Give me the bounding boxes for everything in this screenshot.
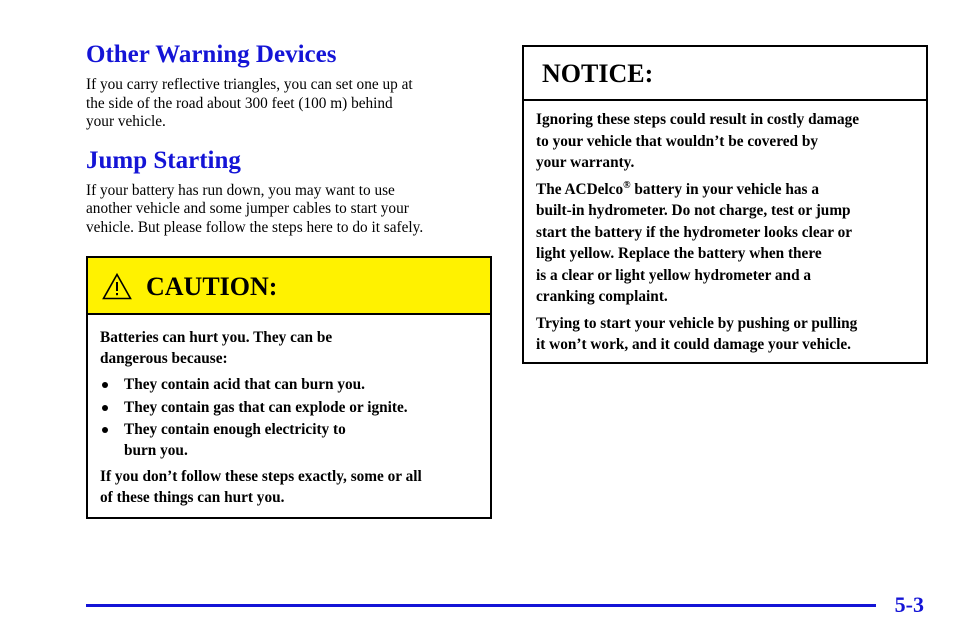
notice-paragraph-3 [536, 313, 914, 356]
text-line: battery in your vehicle has a [630, 180, 819, 198]
paragraph-jump-starting [86, 182, 492, 238]
caution-box [86, 256, 492, 519]
text-line: Ignoring these steps could result in costly damage [536, 111, 860, 128]
registered-mark: ® [623, 179, 631, 191]
text-line: light yellow. Replace the battery when there [536, 245, 822, 262]
text-line: your vehicle. [86, 113, 166, 130]
list-item [100, 375, 478, 396]
heading-jump-starting: Jump Starting [86, 146, 241, 174]
text-line: the side of the road about 300 feet (100 m) behind [86, 94, 393, 112]
text-line: If you carry reflective triangles, you can set one up at [86, 76, 413, 93]
page-number: 5-3 [894, 592, 924, 617]
left-column [86, 40, 492, 237]
list-item [100, 420, 478, 461]
paragraph-warning-devices [86, 76, 492, 132]
caution-intro [100, 328, 478, 369]
text-line: The ACDelco [536, 180, 624, 198]
notice-body [524, 101, 926, 356]
notice-box [522, 45, 928, 364]
caution-title: CAUTION: [146, 272, 278, 301]
warning-triangle-icon [102, 273, 132, 305]
text-line: built‑in hydrometer. Do not charge, test or jump [536, 202, 851, 219]
caution-header [88, 258, 490, 315]
text-line: Batteries can hurt you. They can be [100, 329, 333, 346]
text-line: They contain gas that can explode or ignite. [124, 398, 408, 416]
text-line: cranking complaint. [536, 288, 668, 305]
caution-outro [100, 467, 478, 508]
text-line: They contain acid that can burn you. [124, 376, 365, 393]
caution-list [100, 375, 478, 461]
text-line: burn you. [124, 441, 188, 459]
text-line: is a clear or light yellow hydrometer and a [536, 266, 812, 284]
text-line: They contain enough electricity to [124, 421, 346, 438]
notice-title: NOTICE: [542, 59, 654, 88]
text-line: of these things can hurt you. [100, 488, 285, 506]
text-line: start the battery if the hydrometer looks clear or [536, 223, 853, 241]
list-item [100, 398, 478, 419]
text-line: your warranty. [536, 154, 635, 171]
text-line: to your vehicle that wouldn’t be covered by [536, 132, 818, 150]
text-line: another vehicle and some jumper cables to start your [86, 200, 409, 217]
heading-other-warning-devices: Other Warning Devices [86, 41, 337, 68]
caution-body [88, 315, 490, 508]
text-line: If you don’t follow these steps exactly, some or all [100, 468, 422, 485]
notice-paragraph-2 [536, 179, 914, 308]
bullet-icon [102, 405, 108, 411]
text-line: vehicle. But please follow the steps here to do it safely. [86, 218, 424, 236]
footer-rule [86, 604, 876, 607]
bullet-icon [102, 427, 108, 433]
text-line: If your battery has run down, you may want to use [86, 181, 395, 199]
text-line: it won’t work, and it could damage your vehicle. [536, 336, 852, 353]
text-line: Trying to start your vehicle by pushing or pulling [536, 314, 858, 332]
text-line: dangerous because: [100, 349, 228, 367]
bullet-icon [102, 382, 108, 388]
notice-paragraph-1 [536, 109, 914, 174]
notice-header [524, 47, 926, 101]
